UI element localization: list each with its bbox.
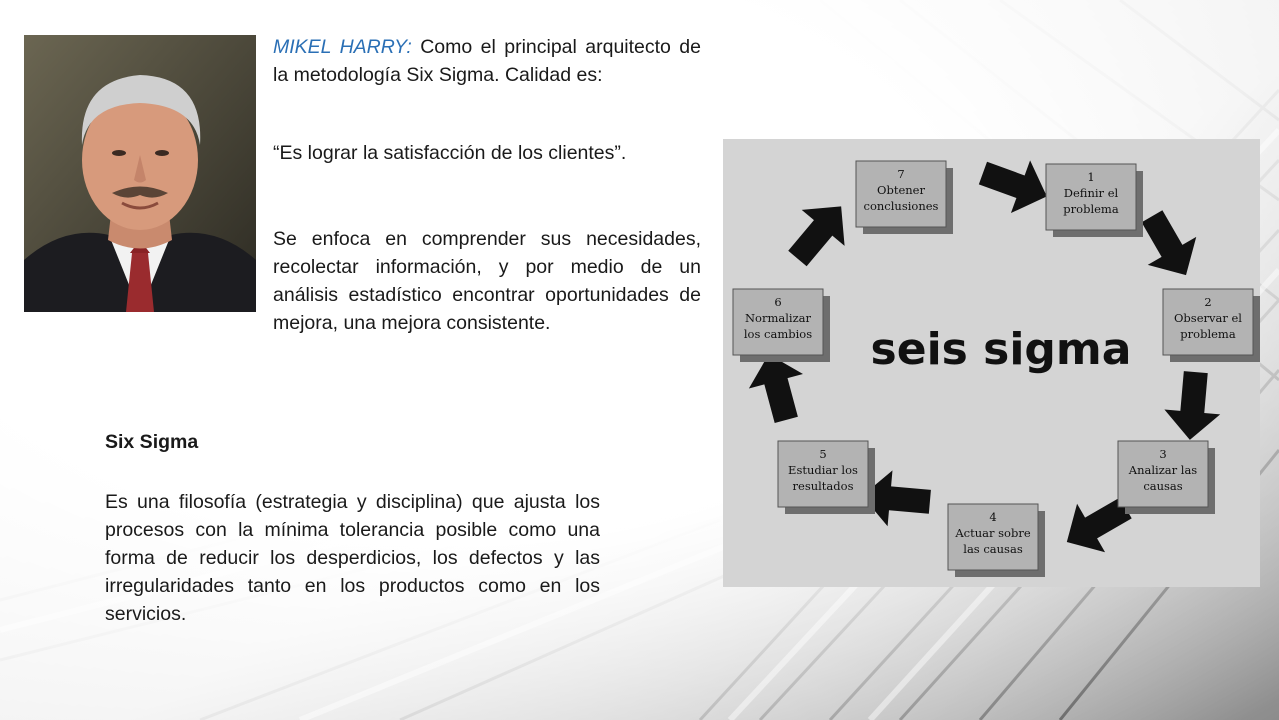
cycle-step-2 <box>1163 289 1260 362</box>
cycle-step-label: Observar el <box>1174 311 1242 325</box>
cycle-step-label: los cambios <box>743 327 813 341</box>
intro-paragraph <box>273 33 701 89</box>
cycle-step-label: conclusiones <box>863 199 939 213</box>
diagram-center-label: seis sigma <box>870 324 1132 375</box>
cycle-arrow-1 <box>973 147 1056 223</box>
cycle-step-number: 3 <box>1159 447 1167 461</box>
cycle-arrow-7 <box>776 188 863 276</box>
cycle-step-label: Obtener <box>877 183 925 197</box>
six-sigma-title: Six Sigma <box>105 431 199 453</box>
cycle-arrow-3 <box>1162 370 1224 443</box>
cycle-step-1 <box>1046 164 1143 237</box>
cycle-step-number: 2 <box>1204 295 1212 309</box>
intro-text: Como el principal arquitecto de la metodología Six Sigma. Calidad es: <box>273 36 701 86</box>
cycle-step-label: las causas <box>963 542 1023 556</box>
six-sigma-description: Es una filosofía (estrategia y disciplina) que ajusta los procesos con la mínima tolerancia posible como una forma de reducir los desperdicios, los defectos y las irregularidades tanto en los productos como en los servicios. <box>105 491 600 625</box>
cycle-step-4 <box>948 504 1045 577</box>
cycle-step-5 <box>778 441 875 514</box>
cycle-step-label: Normalizar <box>744 311 812 325</box>
cycle-step-number: 7 <box>897 167 905 181</box>
cycle-step-number: 4 <box>989 510 997 524</box>
cycle-step-label: Analizar las <box>1128 463 1198 477</box>
cycle-step-number: 6 <box>774 295 782 309</box>
cycle-step-label: Estudiar los <box>788 463 858 477</box>
portrait-photo <box>24 35 256 312</box>
cycle-step-number: 5 <box>819 447 827 461</box>
cycle-step-label: problema <box>1063 202 1119 216</box>
focus-paragraph: Se enfoca en comprender sus necesidades, recolectar información, y por medio de un análisis estadístico encontrar oportunidades de mejora, una mejora consistente. <box>273 228 701 334</box>
six-sigma-cycle-diagram <box>723 139 1260 587</box>
cycle-step-3 <box>1118 441 1215 514</box>
quote-paragraph: “Es lograr la satisfacción de los clientes”. <box>273 142 627 164</box>
author-name: MIKEL HARRY: <box>273 36 412 58</box>
cycle-step-label: resultados <box>792 479 854 493</box>
cycle-step-label: Definir el <box>1063 186 1119 200</box>
cycle-step-label: causas <box>1143 479 1183 493</box>
cycle-step-label: problema <box>1180 327 1236 341</box>
cycle-step-6 <box>733 289 830 362</box>
cycle-step-number: 1 <box>1087 170 1095 184</box>
cycle-step-label: Actuar sobre <box>955 526 1031 540</box>
cycle-step-7 <box>856 161 953 234</box>
